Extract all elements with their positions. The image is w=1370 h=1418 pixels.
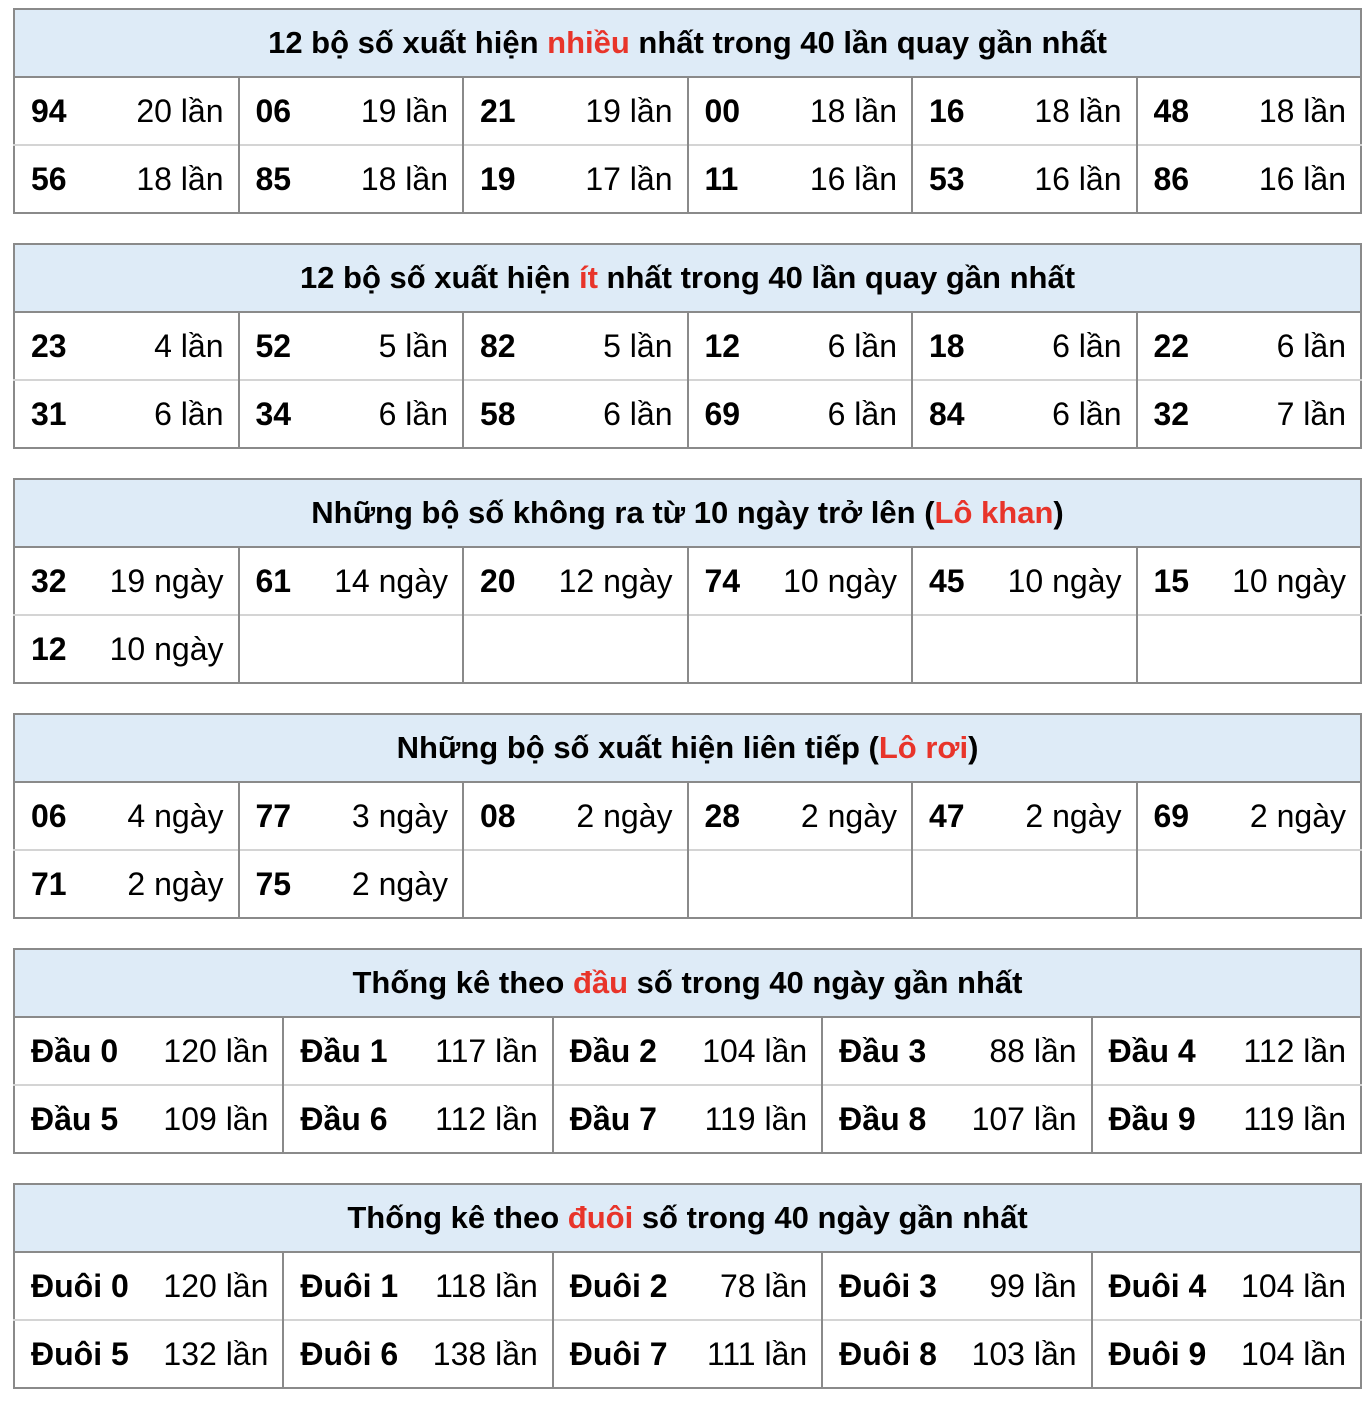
table-cell	[1092, 1017, 1361, 1085]
table-title	[14, 9, 1361, 77]
table-cell	[1137, 77, 1362, 145]
cell-content	[913, 93, 1136, 130]
number-key: 20	[480, 562, 516, 599]
table-cell	[14, 547, 239, 615]
table-cell	[822, 1252, 1091, 1320]
number-key: 71	[31, 865, 67, 902]
count-value: 18 lần	[1258, 92, 1346, 129]
number-key: Đuôi 2	[569, 1267, 668, 1304]
number-key: 31	[31, 395, 67, 432]
table-title	[14, 1184, 1361, 1252]
cell-content	[913, 798, 1136, 835]
number-key: 84	[929, 395, 965, 432]
count-value: 138 lần	[432, 1335, 538, 1372]
count-value: 6 lần	[603, 395, 673, 432]
number-key: Đầu 4	[1108, 1032, 1196, 1069]
number-key: 06	[31, 797, 67, 834]
count-value: 2 ngày	[351, 865, 448, 902]
cell-content	[689, 798, 912, 835]
count-value: 6 lần	[827, 327, 897, 364]
table-cell	[553, 1320, 822, 1388]
cell-content	[240, 93, 463, 130]
table-cell	[688, 77, 913, 145]
table-cell	[912, 782, 1137, 850]
number-key: Đầu 5	[31, 1100, 119, 1137]
cell-content	[913, 563, 1136, 600]
table-cell	[1137, 380, 1362, 448]
stats-table	[13, 1183, 1362, 1389]
number-key: 19	[480, 160, 516, 197]
table-cell	[1137, 615, 1362, 683]
count-value: 2 ngày	[1025, 797, 1122, 834]
cell-content	[240, 563, 463, 600]
table-cell	[553, 1252, 822, 1320]
table-cell	[463, 77, 688, 145]
count-value: 111 lần	[706, 1335, 808, 1372]
count-value: 6 lần	[154, 395, 224, 432]
title-text: số trong 40 ngày gần nhất	[628, 965, 1023, 1000]
table-cell	[283, 1085, 552, 1153]
cell-content	[240, 396, 463, 433]
number-key: Đuôi 1	[300, 1267, 399, 1304]
count-value: 117 lần	[435, 1032, 538, 1069]
cell-content	[1138, 161, 1361, 198]
cell-content	[15, 1033, 282, 1070]
number-key: 12	[31, 630, 67, 667]
count-value: 88 lần	[989, 1032, 1077, 1069]
cell-content	[464, 563, 687, 600]
count-value: 120 lần	[163, 1032, 269, 1069]
count-value: 10 ngày	[109, 630, 224, 667]
count-value: 5 lần	[378, 327, 448, 364]
number-key: Đầu 9	[1108, 1100, 1196, 1137]
cell-content	[464, 396, 687, 433]
stats-table	[13, 8, 1362, 214]
table-title	[14, 479, 1361, 547]
count-value: 20 lần	[136, 92, 224, 129]
cell-content	[1138, 328, 1361, 365]
cell-content	[823, 1336, 1090, 1373]
title-text: số trong 40 ngày gần nhất	[633, 1200, 1028, 1235]
cell-content	[15, 328, 238, 365]
count-value: 118 lần	[435, 1267, 538, 1304]
table-cell	[912, 547, 1137, 615]
table-row	[14, 1252, 1361, 1320]
number-key: 75	[255, 865, 292, 902]
number-key: 16	[929, 92, 965, 129]
table-cell	[463, 782, 688, 850]
table-row	[14, 547, 1361, 615]
count-value: 112 lần	[1243, 1032, 1346, 1069]
cell-content	[15, 1101, 282, 1138]
count-value: 6 lần	[827, 395, 897, 432]
count-value: 78 lần	[719, 1267, 808, 1304]
title-text: Những bộ số xuất hiện liên tiếp (	[396, 730, 879, 765]
cell-content	[823, 1033, 1090, 1070]
count-value: 6 lần	[1052, 327, 1122, 364]
number-key: 58	[480, 395, 516, 432]
count-value: 104 lần	[1241, 1267, 1346, 1304]
table-cell	[1137, 312, 1362, 380]
cell-content	[1138, 93, 1361, 130]
count-value: 5 lần	[603, 327, 673, 364]
count-value: 99 lần	[989, 1267, 1077, 1304]
count-value: 18 lần	[360, 160, 448, 197]
table-cell	[14, 1252, 283, 1320]
cell-content	[15, 631, 238, 668]
cell-content	[15, 161, 238, 198]
cell-content	[913, 328, 1136, 365]
table-cell	[14, 782, 239, 850]
number-key: Đầu 1	[300, 1032, 388, 1069]
table-cell	[1137, 145, 1362, 213]
cell-content	[1138, 396, 1361, 433]
stats-table	[13, 243, 1362, 449]
table-title	[14, 714, 1361, 782]
title-text: nhất trong 40 lần quay gần nhất	[629, 25, 1107, 60]
title-highlight: Lô rơi	[878, 730, 969, 765]
number-key: Đuôi 0	[31, 1267, 129, 1304]
number-key: 32	[1153, 395, 1190, 432]
table-cell	[14, 615, 239, 683]
cell-content	[1093, 1101, 1360, 1138]
count-value: 16 lần	[1258, 160, 1346, 197]
count-value: 132 lần	[163, 1335, 269, 1372]
number-key: Đầu 3	[839, 1032, 927, 1069]
count-value: 16 lần	[809, 160, 897, 197]
count-value: 119 lần	[704, 1100, 808, 1137]
number-key: Đuôi 5	[31, 1335, 129, 1372]
title-text: )	[968, 730, 979, 765]
table-cell	[688, 850, 913, 918]
number-key: 28	[704, 797, 741, 834]
number-key: 48	[1153, 92, 1190, 129]
cell-content	[284, 1336, 551, 1373]
number-key: Đuôi 6	[300, 1335, 399, 1372]
count-value: 2 ngày	[127, 865, 224, 902]
table-cell	[463, 380, 688, 448]
title-text: 12 bộ số xuất hiện	[268, 25, 548, 60]
table-cell	[14, 1017, 283, 1085]
title-text: )	[1053, 495, 1064, 530]
number-key: 12	[704, 327, 741, 364]
title-highlight: đầu	[572, 965, 629, 1000]
table-row	[14, 782, 1361, 850]
number-key: 69	[1153, 797, 1190, 834]
cell-content	[240, 328, 463, 365]
table-cell	[912, 145, 1137, 213]
number-key: 34	[255, 395, 292, 432]
table-cell	[688, 615, 913, 683]
count-value: 17 lần	[585, 160, 673, 197]
number-key: 47	[929, 797, 965, 834]
cell-content	[464, 798, 687, 835]
cell-content	[689, 563, 912, 600]
cell-content	[464, 93, 687, 130]
cell-content	[554, 1268, 821, 1305]
count-value: 14 ngày	[334, 562, 448, 599]
number-key: 15	[1153, 562, 1190, 599]
count-value: 2 ngày	[800, 797, 897, 834]
table-cell	[1092, 1252, 1361, 1320]
count-value: 16 lần	[1034, 160, 1122, 197]
table-cell	[239, 145, 464, 213]
number-key: Đầu 6	[300, 1100, 388, 1137]
stats-container	[13, 8, 1362, 1418]
number-key: Đuôi 3	[839, 1267, 937, 1304]
number-key: Đầu 7	[569, 1100, 657, 1137]
count-value: 2 ngày	[1249, 797, 1346, 834]
cell-content	[1093, 1268, 1360, 1305]
table-cell	[239, 850, 464, 918]
table-cell	[239, 547, 464, 615]
title-text: 12 bộ số xuất hiện	[299, 260, 579, 295]
number-key: 82	[480, 327, 516, 364]
number-key: 18	[929, 327, 965, 364]
cell-content	[1138, 563, 1361, 600]
table-cell	[553, 1017, 822, 1085]
table-cell	[822, 1085, 1091, 1153]
cell-content	[15, 563, 238, 600]
count-value: 120 lần	[163, 1267, 269, 1304]
title-highlight: nhiều	[547, 25, 630, 60]
table-cell	[822, 1017, 1091, 1085]
cell-content	[15, 93, 238, 130]
table-cell	[553, 1085, 822, 1153]
table-cell	[1092, 1085, 1361, 1153]
number-key: 56	[31, 160, 67, 197]
count-value: 6 lần	[1276, 327, 1346, 364]
cell-content	[689, 161, 912, 198]
table-cell	[14, 77, 239, 145]
table-cell	[1137, 782, 1362, 850]
table-cell	[1092, 1320, 1361, 1388]
cell-content	[15, 396, 238, 433]
number-key: Đầu 8	[839, 1100, 927, 1137]
table-row	[14, 380, 1361, 448]
count-value: 112 lần	[435, 1100, 538, 1137]
table-cell	[239, 77, 464, 145]
cell-content	[1093, 1033, 1360, 1070]
number-key: 06	[255, 92, 292, 129]
number-key: 94	[31, 92, 67, 129]
cell-content	[1093, 1336, 1360, 1373]
table-cell	[912, 380, 1137, 448]
table-row	[14, 1085, 1361, 1153]
cell-content	[284, 1101, 551, 1138]
count-value: 119 lần	[1243, 1100, 1346, 1137]
table-cell	[239, 782, 464, 850]
table-cell	[14, 312, 239, 380]
number-key: 61	[255, 562, 292, 599]
table-cell	[283, 1320, 552, 1388]
table-title	[14, 244, 1361, 312]
cell-content	[240, 866, 463, 903]
number-key: Đuôi 9	[1108, 1335, 1207, 1372]
cell-content	[689, 396, 912, 433]
table-cell	[463, 850, 688, 918]
table-row	[14, 1320, 1361, 1388]
table-cell	[688, 782, 913, 850]
title-highlight: đuôi	[567, 1200, 634, 1235]
number-key: Đầu 2	[569, 1032, 657, 1069]
table-cell	[1137, 850, 1362, 918]
number-key: 52	[255, 327, 292, 364]
table-cell	[912, 850, 1137, 918]
number-key: 21	[480, 92, 516, 129]
number-key: 00	[704, 92, 741, 129]
count-value: 4 ngày	[127, 797, 224, 834]
number-key: 85	[255, 160, 292, 197]
count-value: 3 ngày	[351, 797, 448, 834]
count-value: 18 lần	[809, 92, 897, 129]
number-key: Đuôi 7	[569, 1335, 668, 1372]
cell-content	[284, 1268, 551, 1305]
cell-content	[823, 1101, 1090, 1138]
title-text: Thống kê theo	[352, 965, 573, 1000]
cell-content	[15, 866, 238, 903]
number-key: 23	[31, 327, 67, 364]
table-cell	[283, 1252, 552, 1320]
table-cell	[688, 547, 913, 615]
table-cell	[14, 145, 239, 213]
cell-content	[554, 1033, 821, 1070]
table-cell	[463, 312, 688, 380]
number-key: Đầu 0	[31, 1032, 119, 1069]
count-value: 19 lần	[585, 92, 673, 129]
number-key: 69	[704, 395, 741, 432]
count-value: 107 lần	[971, 1100, 1077, 1137]
cell-content	[284, 1033, 551, 1070]
count-value: 19 lần	[360, 92, 448, 129]
table-cell	[688, 145, 913, 213]
table-cell	[1137, 547, 1362, 615]
title-text: Thống kê theo	[347, 1200, 568, 1235]
title-highlight: Lô khan	[934, 495, 1054, 530]
stats-table	[13, 713, 1362, 919]
table-cell	[239, 312, 464, 380]
count-value: 109 lần	[163, 1100, 269, 1137]
count-value: 12 ngày	[558, 562, 673, 599]
cell-content	[240, 798, 463, 835]
table-cell	[14, 850, 239, 918]
table-cell	[463, 547, 688, 615]
cell-content	[1138, 798, 1361, 835]
number-key: 45	[929, 562, 965, 599]
cell-content	[554, 1101, 821, 1138]
table-cell	[283, 1017, 552, 1085]
title-text: Những bộ số không ra từ 10 ngày trở lên (	[311, 495, 935, 530]
cell-content	[464, 328, 687, 365]
number-key: 86	[1153, 160, 1190, 197]
count-value: 103 lần	[971, 1335, 1077, 1372]
title-highlight: ít	[579, 260, 598, 295]
count-value: 104 lần	[1241, 1335, 1346, 1372]
number-key: 53	[929, 160, 965, 197]
count-value: 10 ngày	[1232, 562, 1346, 599]
cell-content	[689, 93, 912, 130]
cell-content	[823, 1268, 1090, 1305]
cell-content	[240, 161, 463, 198]
table-row	[14, 850, 1361, 918]
table-cell	[912, 615, 1137, 683]
table-row	[14, 312, 1361, 380]
count-value: 19 ngày	[109, 562, 224, 599]
table-cell	[14, 380, 239, 448]
cell-content	[913, 161, 1136, 198]
cell-content	[15, 798, 238, 835]
table-row	[14, 145, 1361, 213]
table-cell	[14, 1320, 283, 1388]
number-key: 74	[704, 562, 741, 599]
count-value: 6 lần	[378, 395, 448, 432]
table-row	[14, 615, 1361, 683]
cell-content	[464, 161, 687, 198]
count-value: 4 lần	[154, 327, 224, 364]
table-row	[14, 77, 1361, 145]
cell-content	[15, 1336, 282, 1373]
number-key: 08	[480, 797, 516, 834]
cell-content	[689, 328, 912, 365]
number-key: 11	[704, 160, 739, 197]
table-cell	[239, 380, 464, 448]
count-value: 10 ngày	[1007, 562, 1122, 599]
stats-table	[13, 948, 1362, 1154]
table-cell	[912, 77, 1137, 145]
count-value: 10 ngày	[783, 562, 897, 599]
table-cell	[688, 312, 913, 380]
table-cell	[14, 1085, 283, 1153]
cell-content	[913, 396, 1136, 433]
number-key: Đuôi 8	[839, 1335, 937, 1372]
stats-table	[13, 478, 1362, 684]
count-value: 104 lần	[702, 1032, 808, 1069]
number-key: 22	[1153, 327, 1190, 364]
table-cell	[822, 1320, 1091, 1388]
count-value: 18 lần	[136, 160, 224, 197]
table-cell	[239, 615, 464, 683]
title-text: nhất trong 40 lần quay gần nhất	[597, 260, 1076, 295]
count-value: 2 ngày	[576, 797, 673, 834]
number-key: 77	[255, 797, 292, 834]
table-cell	[463, 615, 688, 683]
count-value: 6 lần	[1052, 395, 1122, 432]
table-cell	[688, 380, 913, 448]
count-value: 7 lần	[1276, 395, 1346, 432]
cell-content	[554, 1336, 821, 1373]
table-row	[14, 1017, 1361, 1085]
number-key: Đuôi 4	[1108, 1267, 1207, 1304]
number-key: 32	[31, 562, 67, 599]
cell-content	[15, 1268, 282, 1305]
table-title	[14, 949, 1361, 1017]
count-value: 18 lần	[1034, 92, 1122, 129]
table-cell	[912, 312, 1137, 380]
table-cell	[463, 145, 688, 213]
